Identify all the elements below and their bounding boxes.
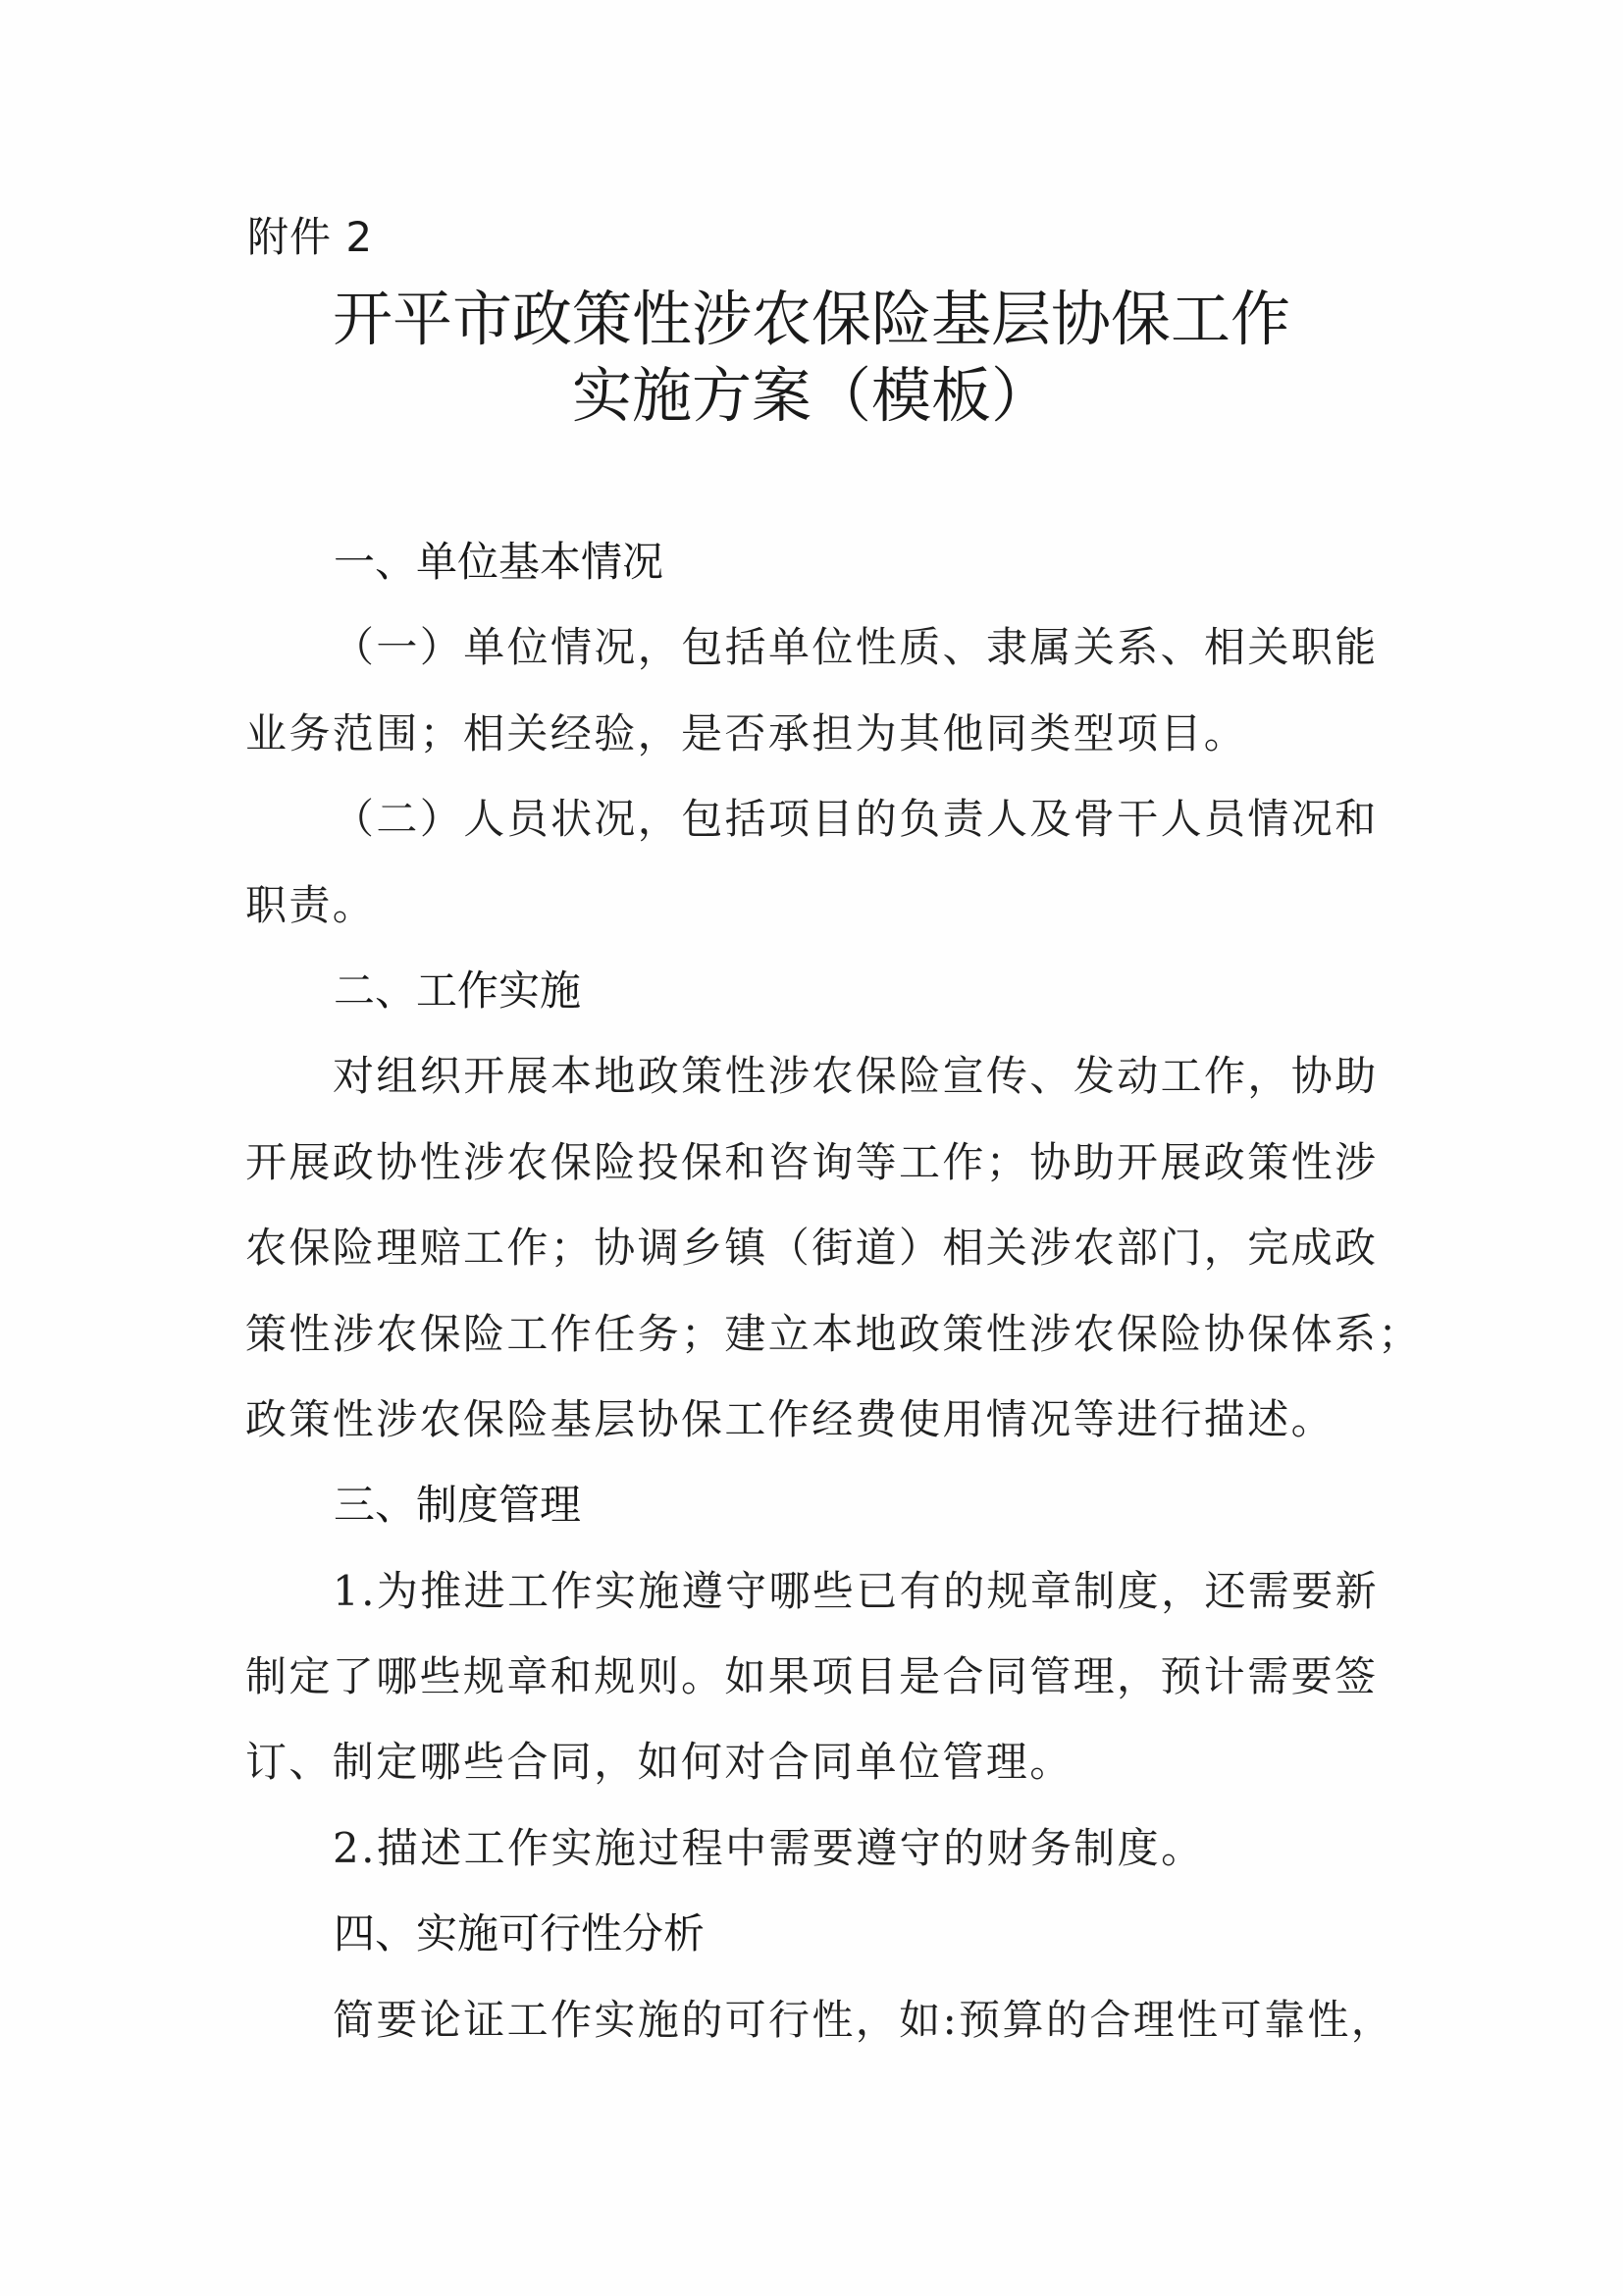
- paragraph-line: 订、制定哪些合同，如何对合同单位管理。: [245, 1738, 1073, 1787]
- paragraph-line: 策性涉农保险工作任务；建立本地政策性涉农保险协保体系；: [245, 1309, 1422, 1358]
- paragraph-line: 农保险理赔工作；协调乡镇（街道）相关涉农部门，完成政: [245, 1224, 1379, 1273]
- paragraph-line: 开展政协性涉农保险投保和咨询等工作；协助开展政策性涉: [245, 1137, 1379, 1186]
- section-heading-3: 三、制度管理: [334, 1481, 582, 1530]
- paragraph-line: （二）人员状况，包括项目的负责人及骨干人员情况和: [333, 795, 1379, 844]
- document-body: [245, 519, 1423, 2062]
- section-heading-1: 一、单位基本情况: [334, 538, 664, 586]
- document-title-line-1: 开平市政策性涉农保险基层协保工作: [332, 285, 1290, 354]
- document-title-line-2: 实施方案（模板）: [571, 361, 1051, 431]
- paragraph-1-1: [245, 604, 1423, 776]
- paragraph-line: 政策性涉农保险基层协保工作经费使用情况等进行描述。: [245, 1394, 1335, 1443]
- paragraph-1-2: [245, 776, 1423, 948]
- paragraph-line: 对组织开展本地政策性涉农保险宣传、发动工作，协助: [333, 1052, 1379, 1101]
- paragraph-line: 1.为推进工作实施遵守哪些已有的规章制度，还需要新: [333, 1566, 1380, 1615]
- paragraph-line: 简要论证工作实施的可行性，如:预算的合理性可靠性，: [333, 1995, 1395, 2044]
- attachment-label: 附件 2: [247, 213, 374, 261]
- paragraph-line: 2.描述工作实施过程中需要遵守的财务制度。: [333, 1823, 1205, 1872]
- paragraph-2-1: [245, 1033, 1423, 1462]
- section-heading-2: 二、工作实施: [334, 965, 582, 1015]
- paragraph-line: 职责。: [245, 880, 377, 929]
- paragraph-line: （一）单位情况，包括单位性质、隶属关系、相关职能: [333, 623, 1379, 672]
- section-heading-4: 四、实施可行性分析: [334, 1909, 706, 1958]
- paragraph-line: 业务范围；相关经验，是否承担为其他同类型项目。: [245, 708, 1248, 757]
- paragraph-line: 制定了哪些规章和规则。如果项目是合同管理，预计需要签: [245, 1652, 1379, 1701]
- paragraph-4-1: [245, 1977, 1423, 2062]
- paragraph-3-2: [245, 1805, 1423, 1891]
- paragraph-3-1: [245, 1548, 1423, 1805]
